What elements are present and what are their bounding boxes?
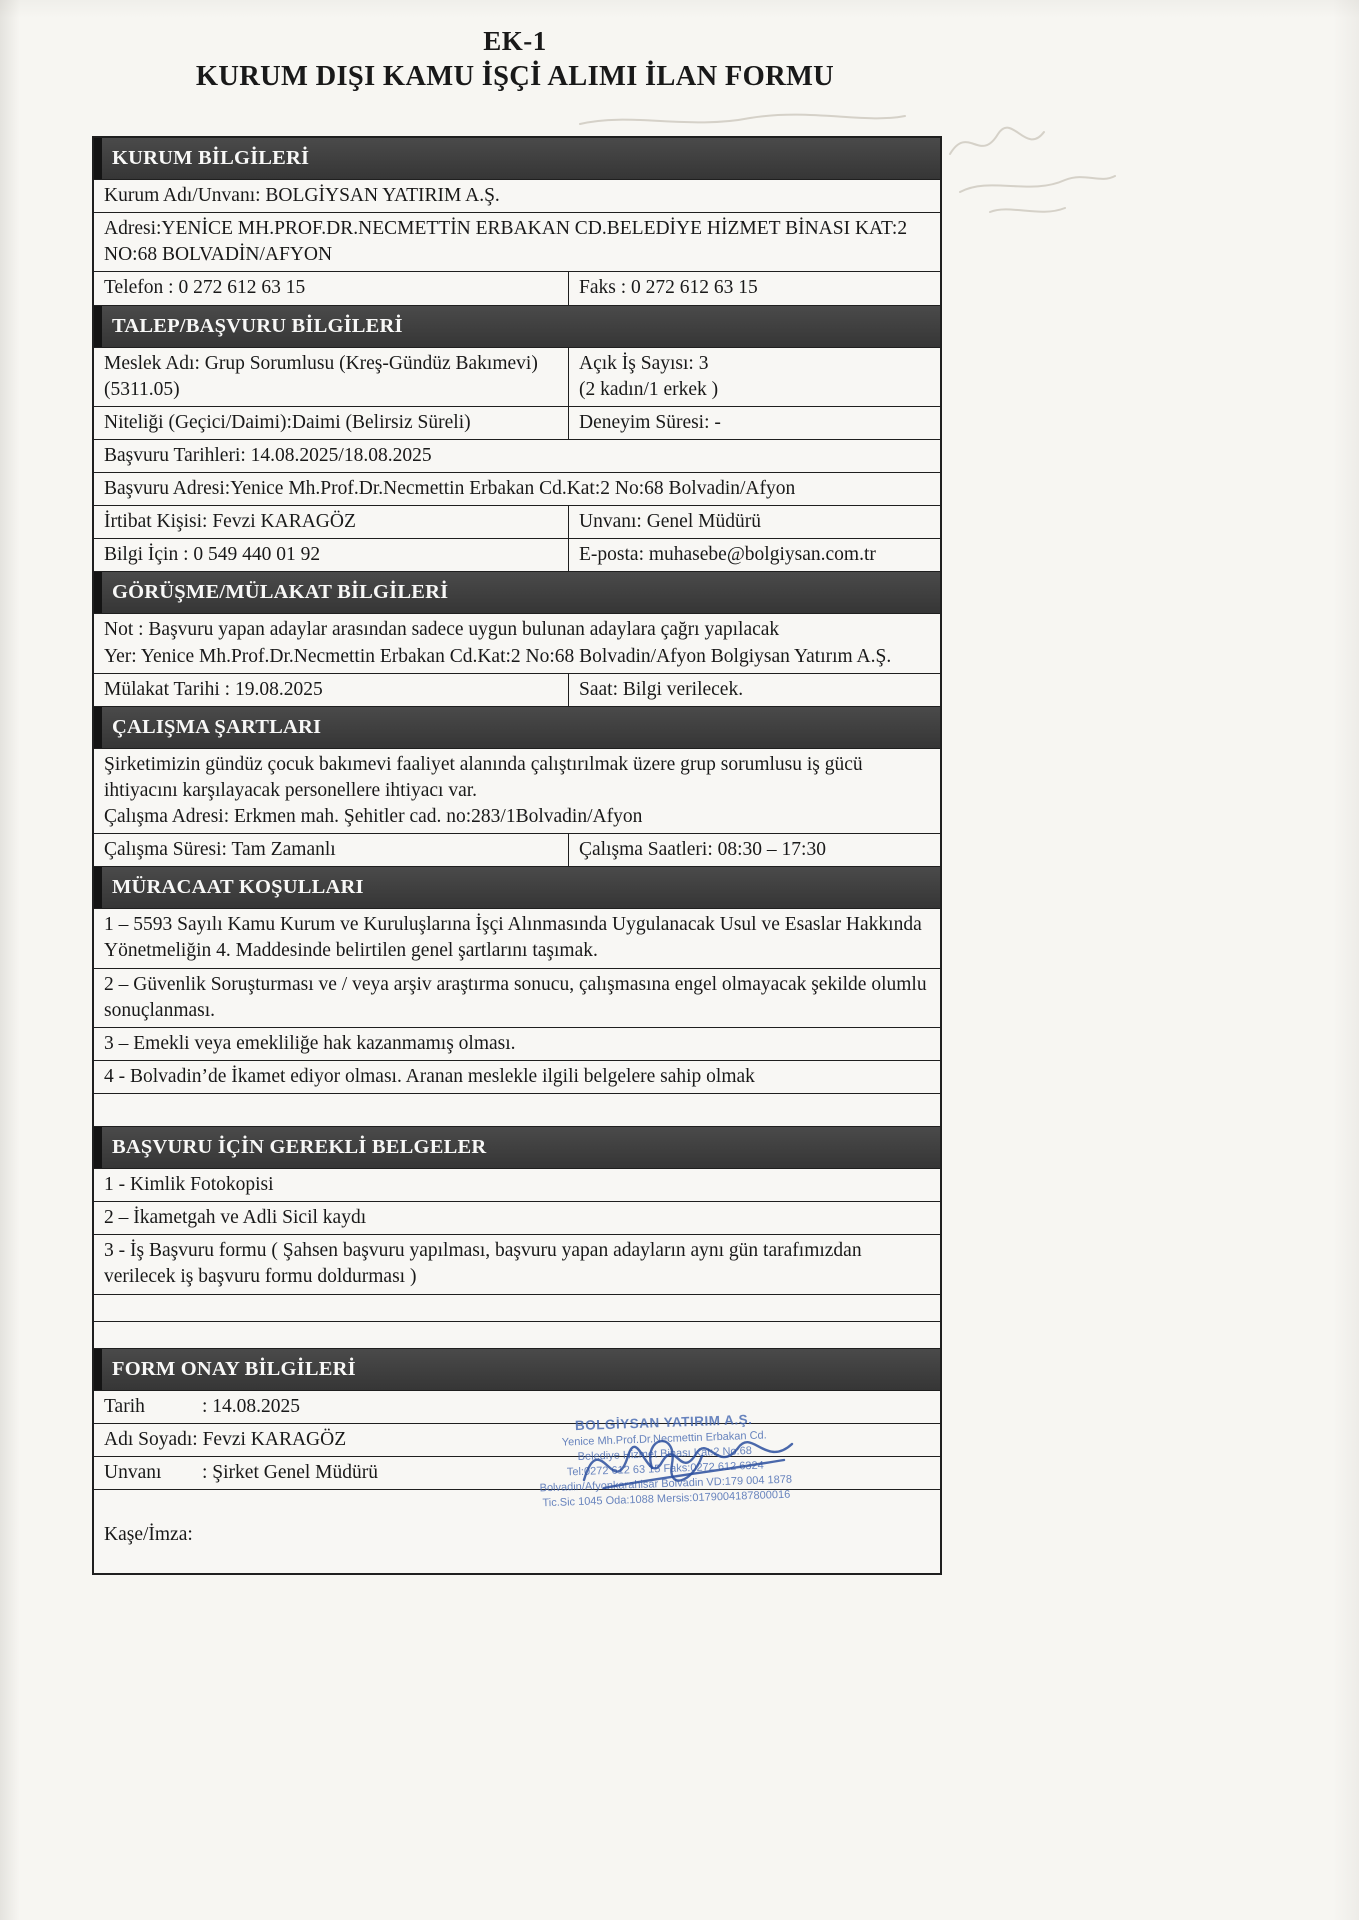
muracaat-item-3: 3 – Emekli veya emekliliğe hak kazanmamış olması. [94,1027,940,1060]
not-line: Not : Başvuru yapan adaylar arasından sadece uygun bulunan adaylara çağrı yapılacak [104,619,780,641]
empty-row [94,1294,940,1321]
muracaat-item-1: 1 – 5593 Sayılı Kamu Kurum ve Kuruluşlarına İşçi Alınmasında Uygulanacak Usul ve Esaslar Hakkında Yönetmeliğin 4. Maddesinde belirtilen genel şartlarını taşımak. [94,908,940,967]
irtibat-kisisi-cell: İrtibat Kişisi: Fevzi KARAGÖZ [104,511,356,533]
tarih-value: : 14.08.2025 [202,1395,301,1417]
document-title-block [92,26,938,93]
calisma-sure-saat-row [94,833,940,866]
saat-cell: Saat: Bilgi verilecek. [568,674,940,706]
calisma-saatleri-cell: Çalışma Saatleri: 08:30 – 17:30 [568,834,940,866]
stamp-line: Bolvadin/Afyonkarahisar Bolvadin VD:179 004 1878 [539,1473,793,1495]
basvuru-tarihleri-row: Başvuru Tarihleri: 14.08.2025/18.08.2025 [94,439,940,472]
telefon-faks-row [94,271,940,304]
faks-cell: Faks : 0 272 612 63 15 [568,272,940,304]
section-header-form-onay: FORM ONAY BİLGİLERİ [94,1348,940,1390]
telefon-cell: Telefon : 0 272 612 63 15 [104,277,306,299]
mulakat-saat-row [94,673,940,706]
acik-is-cell [568,348,940,406]
section-header-calisma-sartlari: ÇALIŞMA ŞARTLARI [94,706,940,748]
section-header-gerekli-belgeler: BAŞVURU İÇİN GEREKLİ BELGELER [94,1126,940,1168]
muracaat-item-4: 4 - Bolvadin’de İkamet ediyor olması. Aranan meslekle ilgili belgelere sahip olmak [94,1060,940,1093]
bilgi-eposta-row [94,538,940,571]
form-table [92,136,942,1575]
empty-row [94,1093,940,1126]
unvan-cell: Unvanı: Genel Müdürü [568,506,940,538]
niteligi-deneyim-row [94,406,940,439]
calisma-aciklama-row [94,748,940,833]
empty-row [94,1321,940,1348]
acik-is-dagilim: (2 kadın/1 erkek ) [579,378,719,400]
onay-adi-soyadi-row: Adı Soyadı: Fevzi KARAGÖZ [94,1423,940,1456]
section-header-muracaat-kosullari: MÜRACAAT KOŞULLARI [94,866,940,908]
muracaat-item-2: 2 – Güvenlik Soruşturması ve / veya arşiv araştırma sonucu, çalışmasına engel olmayacak şekilde olumlu sonuçlanması. [94,968,940,1027]
onay-unvan-row [94,1456,940,1489]
mulakat-tarihi-cell: Mülakat Tarihi : 19.08.2025 [104,678,323,700]
unvan-value: : Şirket Genel Müdürü [202,1461,379,1483]
stamp-line: BOLGİYSAN YATIRIM A.Ş. [574,1411,753,1434]
belge-item-1: 1 - Kimlik Fotokopisi [94,1168,940,1201]
tarih-label: Tarih [104,1395,145,1417]
meslek-acikis-row [94,347,940,406]
acik-is-sayisi: Açık İş Sayısı: 3 [579,352,709,374]
kase-imza-label: Kaşe/İmza: [104,1523,193,1545]
stamp-line: Yenice Mh.Prof.Dr.Necmettin Erbakan Cd. [561,1429,767,1449]
calisma-adresi: Çalışma Adresi: Erkmen mah. Şehitler cad. no:283/1Bolvadin/Afyon [104,806,643,827]
meslek-adi-cell: Meslek Adı: Grup Sorumlusu (Kreş-Gündüz Bakımevi) (5311.05) [104,352,538,400]
irtibat-unvan-row [94,505,940,538]
eposta-cell: E-posta: muhasebe@bolgiysan.com.tr [568,539,940,571]
onay-tarih-row [94,1390,940,1423]
adres-row: Adresi:YENİCE MH.PROF.DR.NECMETTİN ERBAKAN CD.BELEDİYE HİZMET BİNASI KAT:2 NO:68 BOLVADİN/AFYON [94,212,940,271]
belge-item-3: 3 - İş Başvuru formu ( Şahsen başvuru yapılması, başvuru yapan adayların aynı gün tarafımızdan verilecek iş başvuru formu doldurması ) [94,1234,940,1293]
stamp-line: Belediye Hizmet Binası Kat:2 No:68 [577,1445,753,1464]
stamp-line: Tic.Sic 1045 Oda:1088 Mersis:0179004187800016 [542,1488,791,1509]
page-title: KURUM DIŞI KAMU İŞÇİ ALIMI İLAN FORMU [195,61,835,92]
ek-label: EK-1 [483,26,547,56]
section-header-talep-basvuru: TALEP/BAŞVURU BİLGİLERİ [94,305,940,347]
not-yer-row [94,613,940,672]
niteligi-cell: Niteliği (Geçici/Daimi):Daimi (Belirsiz Süreli) [104,411,471,433]
bilgi-icin-cell: Bilgi İçin : 0 549 440 01 92 [104,544,321,566]
basvuru-adresi-row: Başvuru Adresi:Yenice Mh.Prof.Dr.Necmettin Erbakan Cd.Kat:2 No:68 Bolvadin/Afyon [94,472,940,505]
deneyim-cell: Deneyim Süresi: - [568,407,940,439]
belge-item-2: 2 – İkametgah ve Adli Sicil kaydı [94,1201,940,1234]
yer-line: Yer: Yenice Mh.Prof.Dr.Necmettin Erbakan Cd.Kat:2 No:68 Bolvadin/Afyon Bolgiysan Yatırım A.Ş. [104,645,892,667]
stamp-line: Tel:0272 612 63 15 Faks:0272 612 6324 [566,1459,764,1479]
calisma-aciklama: Şirketimizin gündüz çocuk bakımevi faaliyet alanında çalıştırılmak üzere grup sorumlusu iş gücü ihtiyacını karşılayacak personellere ihtiyacı var. [104,753,863,801]
kurum-adi-row: Kurum Adı/Unvanı: BOLGİYSAN YATIRIM A.Ş. [94,179,940,212]
section-header-kurum-bilgileri: KURUM BİLGİLERİ [94,138,940,179]
calisma-suresi-cell: Çalışma Süresi: Tam Zamanlı [104,839,336,861]
section-header-gorusme-mulakat: GÖRÜŞME/MÜLAKAT BİLGİLERİ [94,571,940,613]
unvan-label: Unvanı [104,1461,162,1483]
kase-imza-row [94,1489,940,1573]
